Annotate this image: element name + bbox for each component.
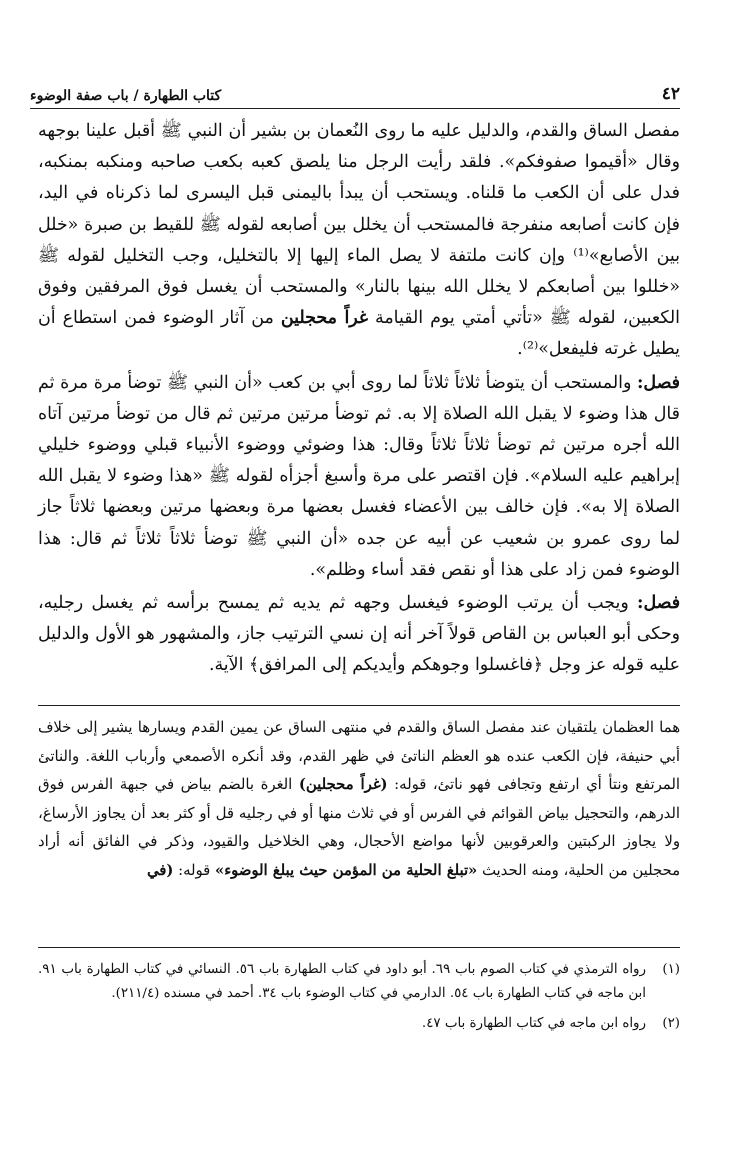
commentary-part-2: الغرة بالضم بياض في جبهة الفرس فوق الدرهم، والتحجيل بياض القوائم في الفرس أو في ثلاث منها أو في رجليه قل أو كثر بعد أن يجاوز الأرساغ، ولا يجاوز الركبتين والعرقوبين لأنها مواضع الأحجال، وهي الخلاخيل والقيود، وذكر في الفائق أنه أراد محجلين من الحلية، ومنه الحديث (38, 776, 680, 879)
footnote-number: (٢) (662, 1016, 680, 1031)
commentary-part-1: هما العظمان يلتقيان عند مفصل الساق والقدم في منتهى الساق عن يمين القدم ويسارها يشير إلى خلاف أبي حنيفة، فإن الكعب عنده هو العظم الناتئ في ظهر القدم، وقد أنكره الأصمعي وأرباب اللغة. والناتئ المرتفع ونتأ أي ارتفع وتجافى فهو ناتئ، قوله: (38, 719, 680, 794)
paragraph-1-bold-phrase: غراً محجلين (280, 308, 368, 329)
footnote-number: (١) (662, 962, 680, 977)
footnote-2 (38, 1012, 680, 1036)
paragraph-2-text: والمستحب أن يتوضأ ثلاثاً ثلاثاً لما روى أبي بن كعب «أن النبي ﷺ توضأ مرة مرة ثم قال هذا وضوء لا يقبل الله الصلاة إلا به. ثم توضأ مرتين مرتين ثم قال من توضأ مرتين آتاه الله أجره مرتين ثم توضأ ثلاثاً ثلاثاً وقال: هذا وضوئي ووضوء الأنبياء قبلي ووضوء خليلي إبراهيم عليه السلام». فإن اقتصر على مرة وأسبغ أجزأه لقوله ﷺ «هذا وضوء لا يقبل الله الصلاة إلا به». فإن خالف بين الأعضاء فغسل بعضها مرة وبعضها مرتين وبعضها ثلاثاً جاز لما روى عمرو بن شعيب عن أبيه عن جده «أن النبي ﷺ توضأ ثلاثاً ثلاثاً ثم قال: هذا الوضوء فمن زاد على هذا أو نقص فقد أساء وظلم». (38, 372, 680, 580)
page-number: ٤٢ (661, 84, 680, 104)
commentary-divider (38, 705, 680, 706)
section-label: فصل: (637, 593, 681, 614)
paragraph-1-text: مفصل الساق والقدم، والدليل عليه ما روى النُعمان بن بشير أن النبي ﷺ أقبل علينا بوجهه وقال «أقيموا صفوفكم». فلقد رأيت الرجل منا يلصق كعبه بكعب صاحبه ومنكبه بمنكبه، فدل على أن الكعب ما قلناه. ويستحب أن يبدأ باليمنى قبل اليسرى لما ذكرناه في اليد، فإن كانت أصابعه منفرجة فالمستحب أن يخلل بين أصابعه لقوله ﷺ للقيط بن صبرة «خلل بين الأصابع»⁽¹⁾ وإن كانت ملتفة لا يصل الماء إليها إلا بالتخليل، وجب التخليل لقوله ﷺ «خللوا بين أصابعكم لا يخلل الله بينها بالنار» والمستحب أن يغسل فوق المرفقين وفوق الكعبين، لقوله ﷺ «تأتي أمتي يوم القيامة (38, 121, 681, 329)
paragraph-1 (38, 116, 680, 366)
commentary-part-3: قوله: (178, 861, 211, 879)
paragraph-3 (38, 588, 680, 682)
footnote-text: رواه الترمذي في كتاب الصوم باب ٦٩. أبو داود في كتاب الطهارة باب ٥٦. النسائي في كتاب الطهارة باب ٩١. ابن ماجه في كتاب الطهارة باب ٥٤. الدارمي في كتاب الوضوء باب ٣٤. أحمد في مسنده (٢١١/٤). (38, 962, 646, 1001)
paragraph-3-text: ويجب أن يرتب الوضوء فيغسل وجهه ثم يديه ثم يمسح برأسه ثم يغسل رجليه، وحكى أبو العباس بن القاص قولاً آخر أنه إن نسي الترتيب جاز، والمشهور هو الأول والدليل عليه قوله عز وجل ﴿فاغسلوا وجوهكم وأيديكم إلى المرافق﴾ الآية. (38, 593, 680, 676)
main-text (38, 116, 680, 682)
section-label: فصل: (637, 372, 680, 393)
commentary-bold-3: (في (146, 861, 174, 879)
commentary-text (38, 714, 680, 886)
commentary-bold-2: «تبلغ الحلية من المؤمن حيث يبلغ الوضوء» (214, 861, 478, 879)
page-header (30, 74, 680, 109)
footnote-divider (38, 947, 680, 948)
commentary-bold-1: (غراً محجلين) (298, 776, 388, 794)
footnotes (38, 958, 680, 1042)
running-title: كتاب الطهارة / باب صفة الوضوء (30, 88, 222, 104)
footnote-1 (38, 958, 680, 1006)
paragraph-1-ending: من آثار الوضوء فمن استطاع أن يطيل غرته فليفعل»⁽²⁾. (38, 308, 680, 360)
commentary-paragraph (38, 714, 680, 886)
paragraph-2 (38, 368, 680, 586)
footnote-text: رواه ابن ماجه في كتاب الطهارة باب ٤٧. (421, 1016, 646, 1031)
